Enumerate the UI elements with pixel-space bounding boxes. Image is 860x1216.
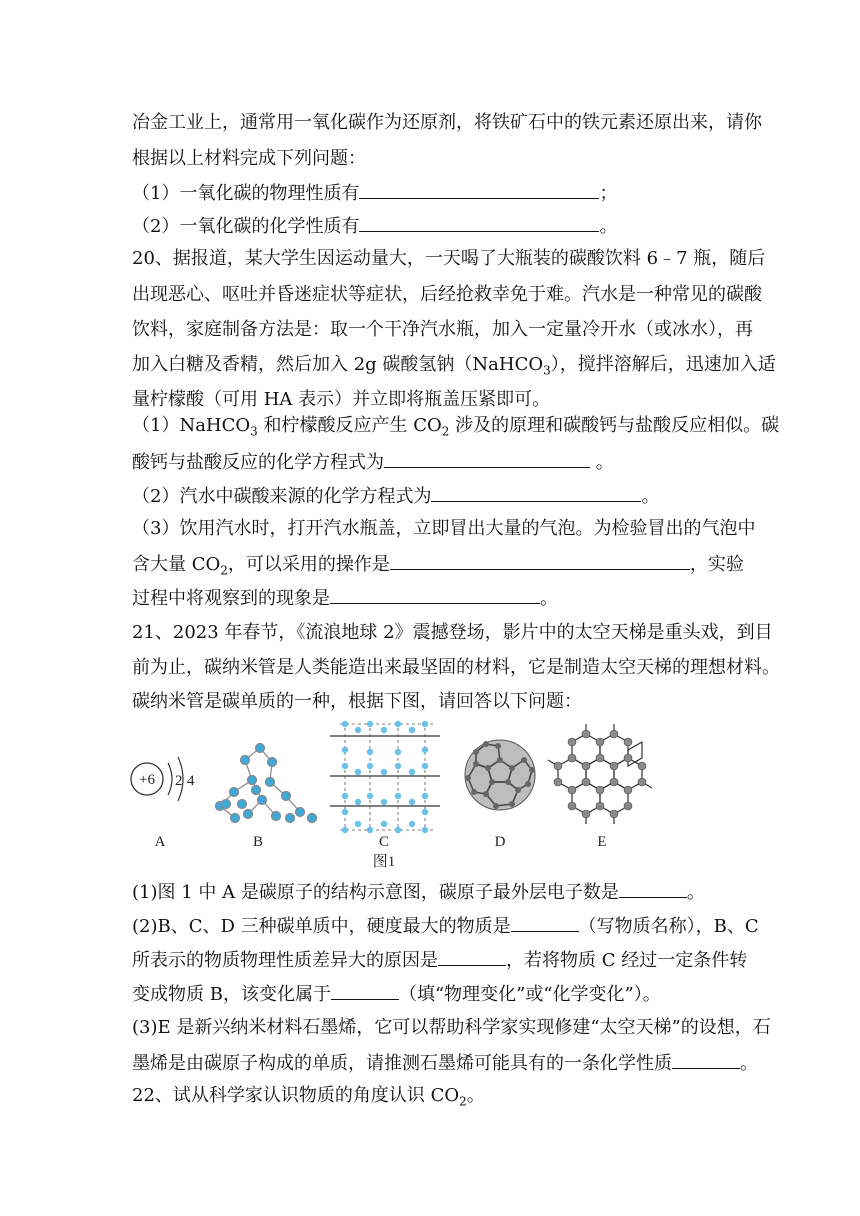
- question-text: 墨烯是由碳原子构成的单质，请推测石墨烯可能具有的一条化学性质: [132, 1053, 672, 1074]
- text-segment: 。: [466, 1085, 485, 1106]
- text-segment: 22、试从科学家认识物质的角度认识 CO: [132, 1085, 460, 1106]
- text-line: 根据以上材料完成下列问题：: [132, 148, 366, 169]
- question-text: （2）汽水中碳酸来源的化学方程式为: [132, 486, 432, 507]
- text-segment: ），搅拌溶解后，迅速加入适: [550, 354, 776, 375]
- answer-blank[interactable]: [672, 1050, 740, 1069]
- text-line: 21、2023 年春节，《流浪地球 2》震撼登场，影片中的太空天梯是重头戏，到目: [132, 622, 773, 643]
- figure-label-e: E: [597, 834, 607, 850]
- text-line: 冶金工业上，通常用一氧化碳作为还原剂，将铁矿石中的铁元素还原出来，请你: [132, 112, 762, 133]
- text-line: 量柠檬酸（可用 HA 表示）并立即将瓶盖压紧即可。: [132, 389, 551, 410]
- answer-blank[interactable]: [511, 913, 579, 932]
- text-line: 碳纳米管是碳单质的一种，根据下图，请回答以下问题：: [132, 691, 582, 712]
- question-text: 。: [590, 452, 614, 473]
- answer-blank[interactable]: [331, 981, 399, 1000]
- subscript: 2: [441, 424, 450, 439]
- figure-label-d: D: [494, 834, 506, 850]
- question-text: 酸钙与盐酸反应的化学方程式为: [132, 452, 384, 473]
- question-text: 过程中将观察到的现象是: [132, 588, 330, 609]
- question-text: ，可以采用的操作是: [227, 554, 390, 575]
- atom-shell-2-count: 4: [187, 773, 195, 789]
- graphene-structure: [548, 724, 652, 824]
- graphite-structure: [330, 721, 440, 833]
- text-line: 饮料，家庭制备方法是：取一个干净汽水瓶，加入一定量冷开水（或冰水），再: [132, 319, 753, 340]
- question-text: ；: [599, 183, 618, 204]
- text-segment: 和柠檬酸反应产生 CO: [257, 415, 442, 436]
- question-text: 。: [540, 588, 558, 609]
- atom-structure-diagram: [131, 757, 195, 801]
- question-text: (2)B、C、D 三种碳单质中，硬度最大的物质是: [132, 916, 511, 937]
- question-text: 。: [599, 216, 618, 237]
- question-line: [132, 879, 705, 905]
- atom-nucleus-label: +6: [139, 772, 155, 788]
- question-text: (1)图 1 中 A 是碳原子的结构示意图，碳原子最外层电子数是: [132, 882, 619, 903]
- question-text: （填“物理变化”或“化学变化”）。: [398, 984, 661, 1005]
- question-text: 含大量 CO: [132, 554, 221, 575]
- subscript: 2: [220, 563, 228, 578]
- question-text: （1）一氧化碳的物理性质有: [132, 183, 360, 204]
- text-segment: 加入白糖及香精，然后加入 2g 碳酸氢钠（NaHCO: [132, 354, 544, 375]
- answer-blank[interactable]: [619, 879, 687, 898]
- text-segment: 涉及的原理和碳酸钙与盐酸反应相似。碳: [449, 415, 780, 436]
- figure-caption: 图1: [372, 854, 396, 870]
- question-text: 。: [641, 486, 660, 507]
- subscript: 3: [250, 424, 258, 439]
- text-line: 出现恶心、呕吐并昏迷症状等症状，后经抢救幸免于难。汽水是一种常见的碳酸: [132, 284, 762, 305]
- question-text: 所表示的物质物理性质差异大的原因是: [132, 950, 438, 971]
- question-line: [132, 981, 661, 1007]
- text-line: (3)E 是新兴纳米材料石墨烯，它可以帮助科学家实现修建“太空天梯”的设想，石: [132, 1017, 771, 1038]
- text-line: 20、据报道，某大学生因运动量大，一天喝了大瓶装的碳酸饮料 6﹣7 瓶，随后: [132, 248, 766, 269]
- question-text: 。: [740, 1053, 758, 1074]
- answer-blank[interactable]: [438, 947, 506, 966]
- subscript: 3: [543, 363, 551, 378]
- question-text: （写物质名称），B、C: [578, 916, 759, 937]
- figure-label-a: A: [154, 834, 166, 850]
- question-text: 变成物质 B，该变化属于: [132, 984, 331, 1005]
- question-line: [132, 947, 747, 973]
- text-segment: （1）NaHCO: [132, 415, 251, 436]
- question-line: [132, 913, 759, 939]
- diamond-structure: [216, 744, 317, 823]
- figure-label-c: C: [378, 834, 390, 850]
- question-text: 。: [686, 882, 705, 903]
- text-line: [132, 1084, 485, 1108]
- atom-shell-1-count: 2: [175, 773, 183, 789]
- text-line: （3）饮用汽水时，打开汽水瓶盖，立即冒出大量的气泡。为检验冒出的气泡中: [132, 518, 756, 539]
- question-text: ，若将物质 C 经过一定条件转: [506, 950, 748, 971]
- question-text: （2）一氧化碳的化学性质有: [132, 216, 360, 237]
- text-line: 前为止，碳纳米管是人类能造出来最坚固的材料，它是制造太空天梯的理想材料。: [132, 657, 780, 678]
- fullerene-structure: [465, 740, 535, 810]
- subscript: 2: [459, 1094, 467, 1109]
- figure-label-b: B: [252, 834, 264, 850]
- question-text: ，实验: [689, 554, 744, 575]
- question-line: [132, 1050, 758, 1076]
